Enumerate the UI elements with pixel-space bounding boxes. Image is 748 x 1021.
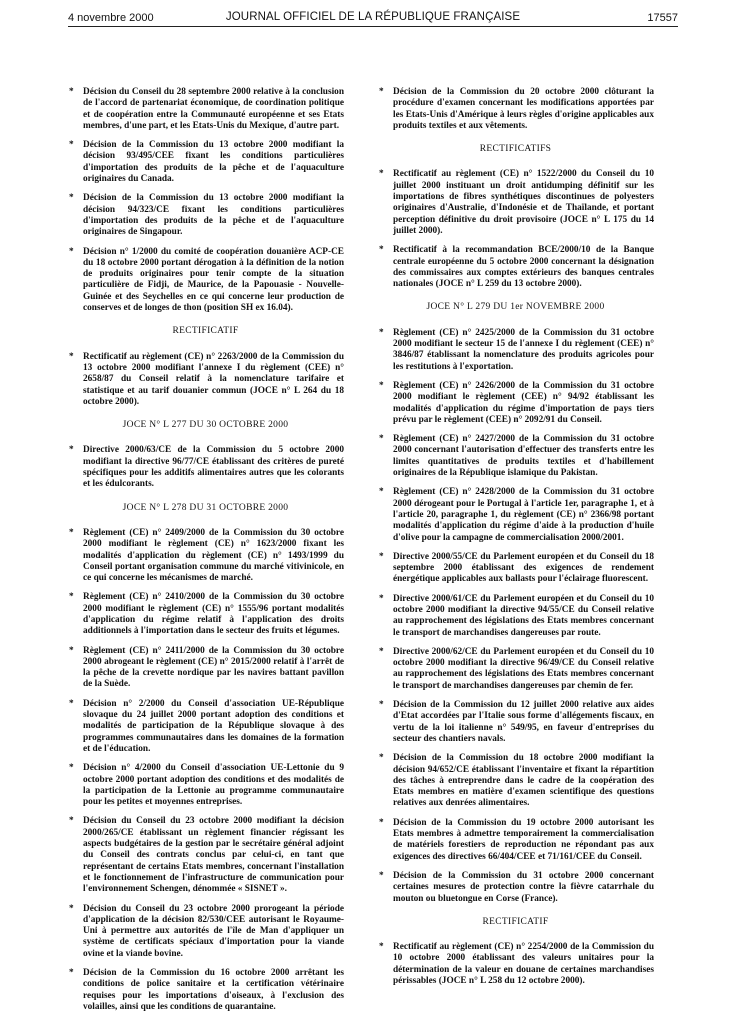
bullet-star-icon: * [69, 968, 74, 978]
right-column [377, 87, 654, 995]
bullet-star-icon: * [379, 942, 384, 953]
entry-text: Décision n° 1/2000 du comité de coopération douanière ACP-CE du 18 octobre 2000 portant dérogation à la définition de la notion de produits originaires pour tenir compte de la situation particulière de Fidji, de Maurice, de la Papouasie - Nouvelle-Guinée et des Seychelles en ce qui concerne leur production de conserves et de longes de thon (position SH ex 16.04). [83, 246, 344, 314]
bullet-star-icon: * [69, 87, 74, 97]
bullet-star-icon: * [69, 445, 74, 456]
list-item [377, 245, 654, 290]
bullet-star-icon: * [69, 527, 74, 538]
entry-text: Rectificatif au règlement (CE) n° 2263/2000 de la Commission du 13 octobre 2000 modifiant l'annexe I du règlement (CEE) n° 2658/87 du Conseil relatif à la nomenclature tarifaire et statistique et au tarif douanier commun (JOCE n° L 264 du 18 octobre 2000). [83, 351, 344, 407]
bullet-star-icon: * [379, 87, 384, 97]
list-item [67, 528, 344, 584]
bullet-star-icon: * [379, 487, 384, 498]
list-item [67, 247, 344, 315]
entry-text: Directive 2000/55/CE du Parlement européen et du Conseil du 18 septembre 2000 établissant des exigences de rendement énergétique applicables aux ballasts pour l'éclairage fluorescent. [393, 551, 654, 585]
entry-text: Règlement (CE) n° 2410/2000 de la Commission du 30 octobre 2000 modifiant le règlement (CE) n° 1555/96 portant modalités d'application du régime relatif à l'application des droits additionnels à l'importation dans le secteur des fruits et légumes. [83, 592, 344, 637]
entry-text: Décision du Conseil du 23 octobre 2000 prorogeant la période d'application de la décision 82/530/CEE autorisant le Royaume-Uni à permettre aux autorités de l'île de Man d'appliquer un système de certificats spéciaux d'importation pour la viande ovine et la viande bovine. [83, 903, 344, 959]
list-item [377, 328, 654, 373]
journal-title: JOURNAL OFFICIEL DE LA RÉPUBLIQUE FRANÇAISE [225, 11, 521, 23]
list-item [377, 753, 654, 809]
list-item [67, 646, 344, 691]
bullet-star-icon: * [379, 646, 384, 657]
entry-text: Décision de la Commission du 31 octobre 2000 concernant certaines mesures de protection contre la fièvre catarrhale du mouton ou bluetongue en Corse (France). [393, 870, 654, 904]
bullet-star-icon: * [379, 434, 384, 445]
entry-text: Directive 2000/63/CE de la Commission du 5 octobre 2000 modifiant la directive 96/77/CE établissant des critères de pureté spécifiques pour les additifs alimentaires autres que les colorants et les édulcorants. [83, 445, 344, 490]
bullet-star-icon: * [69, 592, 74, 603]
left-column [67, 87, 344, 1021]
section-heading: RECTIFICATIF [172, 326, 239, 337]
list-item [67, 445, 344, 490]
bullet-star-icon: * [379, 380, 384, 391]
bullet-star-icon: * [379, 551, 384, 562]
list-item [67, 193, 344, 238]
bullet-star-icon: * [69, 698, 74, 709]
entry-text: Décision de la Commission du 12 juillet 2000 relative aux aides d'Etat accordées par l'Italie sous forme d'allégements fiscaux, en vertu de la loi italienne n° 549/95, en faveur d'entreprises du secteur des chantiers navals. [393, 700, 654, 744]
list-item [377, 169, 654, 237]
list-item [377, 487, 654, 543]
page-number: 17557 [647, 12, 678, 24]
section-heading: JOCE N° L 279 DU 1er NOVEMBRE 2000 [426, 302, 605, 313]
bullet-star-icon: * [69, 816, 74, 827]
entry-text: Directive 2000/61/CE du Parlement européen et du Conseil du 10 octobre 2000 modifiant la directive 94/55/CE du Conseil relative au rapprochement des législations des Etats membres concernant le transport de marchandises dangereuses par route. [393, 593, 654, 638]
entry-text: Règlement (CE) n° 2428/2000 de la Commission du 31 octobre 2000 dérogeant pour le Portugal à l'article 1er, paragraphe 1, et à l'article 20, paragraphe 1, du règlement (CE) n° 2366/98 portant modalités d'application du régime d'aide à la production d'huile d'olive pour la campagne de commercialisation 2000/2001. [393, 487, 654, 543]
list-item [377, 434, 654, 479]
section-heading: JOCE N° L 277 DU 30 OCTOBRE 2000 [122, 420, 289, 431]
entry-text: Décision du Conseil du 28 septembre 2000 relative à la conclusion de l'accord de partenariat économique, de coordination politique et de coopération entre la Communauté européenne et ses Etats membres, d'une part, et les Etats-Unis du Mexique, d'autre part. [83, 87, 344, 131]
bullet-star-icon: * [69, 645, 74, 656]
bullet-star-icon: * [69, 140, 74, 151]
entry-text: Rectificatif au règlement (CE) n° 1522/2000 du Conseil du 10 juillet 2000 instituant un droit antidumping définitif sur les importations de fibres synthétiques discontinues de polyesters originaires d'Australie, d'Indonésie et de Thaïlande, et portant perception définitive du droit provisoire (JOCE n° L 175 du 14 juillet 2000). [393, 169, 654, 236]
header-date: 4 novembre 2000 [68, 12, 154, 24]
bullet-star-icon: * [69, 193, 74, 204]
entry-text: Rectificatif à la recommandation BCE/2000/10 de la Banque centrale européenne du 5 octobre 2000 concernant la désignation des commissaires aux comptes extérieurs des banques centrales nationales (JOCE n° L 259 du 13 octobre 2000). [393, 245, 654, 290]
bullet-star-icon: * [69, 246, 74, 257]
list-item [67, 904, 344, 960]
list-item [377, 818, 654, 863]
entry-text: Règlement (CE) n° 2411/2000 de la Commission du 30 octobre 2000 abrogeant le règlement (CE) n° 2015/2000 relatif à l'arrêt de la pêche de la crevette nordique par les navires battant pavillon de la Suède. [83, 645, 344, 690]
entry-text: Décision n° 2/2000 du Conseil d'association UE-République slovaque du 24 juillet 2000 portant adoption des conditions et modalités de participation de la République slovaque à des programmes communautaires dans les domaines de la formation et de l'éducation. [83, 698, 344, 754]
entry-text: Décision de la Commission du 13 octobre 2000 modifiant la décision 94/323/CE fixant les conditions particulières d'importation des produits de la pêche et de l'aquaculture originaires de Singapour. [83, 193, 344, 238]
bullet-star-icon: * [379, 593, 384, 604]
entry-text: Décision de la Commission du 20 octobre 2000 clôturant la procédure d'examen concernant les modifications apportées par les Etats-Unis d'Amérique à leurs règles d'origine applicables aux produits textiles et aux vêtements. [393, 87, 654, 131]
list-item [67, 968, 344, 1013]
entry-text: Décision de la Commission du 18 octobre 2000 modifiant la décision 94/652/CE établissant l'inventaire et fixant la répartition des tâches à entreprendre dans le cadre de la coopération des Etats membres en matière d'examen scientifique des questions relatives aux denrées alimentaires. [393, 753, 654, 809]
bullet-star-icon: * [379, 245, 384, 256]
entry-text: Directive 2000/62/CE du Parlement européen et du Conseil du 10 octobre 2000 modifiant la directive 96/49/CE du Conseil relative au rapprochement des législations des Etats membres concernant le transport de marchandises dangereuses par chemin de fer. [393, 646, 654, 691]
bullet-star-icon: * [69, 903, 74, 914]
entry-text: Décision de la Commission du 19 octobre 2000 autorisant les Etats membres à admettre temporairement la commercialisation de matériels forestiers de reproduction ne répondant pas aux exigences des directives 66/404/CEE et 71/161/CEE du Conseil. [393, 817, 654, 862]
list-item [67, 592, 344, 637]
list-item [67, 816, 344, 895]
entry-text: Règlement (CE) n° 2426/2000 de la Commission du 31 octobre 2000 modifiant le règlement (CEE) n° 94/92 établissant les modalités d'application du régime d'importation de pays tiers prévu par le règlement (CEE) n° 2092/91 du Conseil. [393, 380, 654, 425]
list-item [377, 552, 654, 586]
bullet-star-icon: * [69, 351, 74, 362]
list-item [67, 763, 344, 808]
bullet-star-icon: * [379, 817, 384, 828]
list-item [377, 942, 654, 987]
list-item [67, 140, 344, 185]
bullet-star-icon: * [69, 763, 74, 774]
list-item [377, 87, 654, 132]
list-item [377, 647, 654, 692]
entry-text: Décision du Conseil du 23 octobre 2000 modifiant la décision 2000/265/CE établissant un règlement financier régissant les aspects budgétaires de la gestion par le secrétaire général adjoint du Conseil des contrats conclus par celui-ci, en tant que représentant de certains Etats membres, concernant l'installation et le fonctionnement de l'infrastructure de communication pour l'environnement Schengen, dénommée « SISNET ». [83, 816, 344, 895]
list-item [67, 87, 344, 132]
list-item [67, 352, 344, 408]
section-heading: RECTIFICATIF [482, 916, 549, 927]
list-item [377, 700, 654, 745]
bullet-star-icon: * [379, 169, 384, 180]
entry-text: Rectificatif au règlement (CE) n° 2254/2000 de la Commission du 10 octobre 2000 établissant des valeurs unitaires pour la détermination de la valeur en douane de certaines marchandises périssables (JOCE n° L 258 du 12 octobre 2000). [393, 942, 654, 986]
page-header [68, 10, 678, 27]
bullet-star-icon: * [379, 870, 384, 881]
entry-text: Décision de la Commission du 16 octobre 2000 arrêtant les conditions de police sanitaire et la certification vétérinaire requises pour les importations d'oiseaux, à l'exclusion des volailles, ainsi que les conditions de quarantaine. [83, 968, 344, 1012]
list-item [67, 699, 344, 755]
section-heading: JOCE N° L 278 DU 31 OCTOBRE 2000 [122, 502, 289, 513]
list-item [377, 871, 654, 905]
entry-text: Règlement (CE) n° 2409/2000 de la Commission du 30 octobre 2000 modifiant le règlement (CE) n° 1623/2000 fixant les modalités d'application du règlement (CE) n° 1493/1999 du Conseil portant organisation commune du marché vitivinicole, en ce qui concerne les mécanismes de marché. [83, 527, 344, 584]
entry-text: Décision n° 4/2000 du Conseil d'association UE-Lettonie du 9 octobre 2000 portant adoption des conditions et des modalités de la participation de la Lettonie au programme communautaire pour les petites et moyennes entreprises. [83, 763, 344, 808]
list-item [377, 594, 654, 639]
entry-text: Décision de la Commission du 13 octobre 2000 modifiant la décision 93/495/CEE fixant les conditions particulières d'importation des produits de la pêche et de l'aquaculture originaires du Canada. [83, 140, 344, 185]
entry-text: Règlement (CE) n° 2427/2000 de la Commission du 31 octobre 2000 concernant l'autorisation d'effectuer des transferts entre les limites quantitatives de produits textiles et d'habillement originaires de la République islamique du Pakistan. [393, 434, 654, 479]
bullet-star-icon: * [379, 700, 384, 711]
section-heading: RECTIFICATIFS [479, 144, 552, 155]
bullet-star-icon: * [379, 327, 384, 338]
bullet-star-icon: * [379, 753, 384, 764]
entry-text: Règlement (CE) n° 2425/2000 de la Commission du 31 octobre 2000 modifiant le secteur 15 de l'annexe I du règlement (CEE) n° 3846/87 établissant la nomenclature des produits agricoles pour les restitutions à l'exportation. [393, 327, 654, 372]
list-item [377, 381, 654, 426]
